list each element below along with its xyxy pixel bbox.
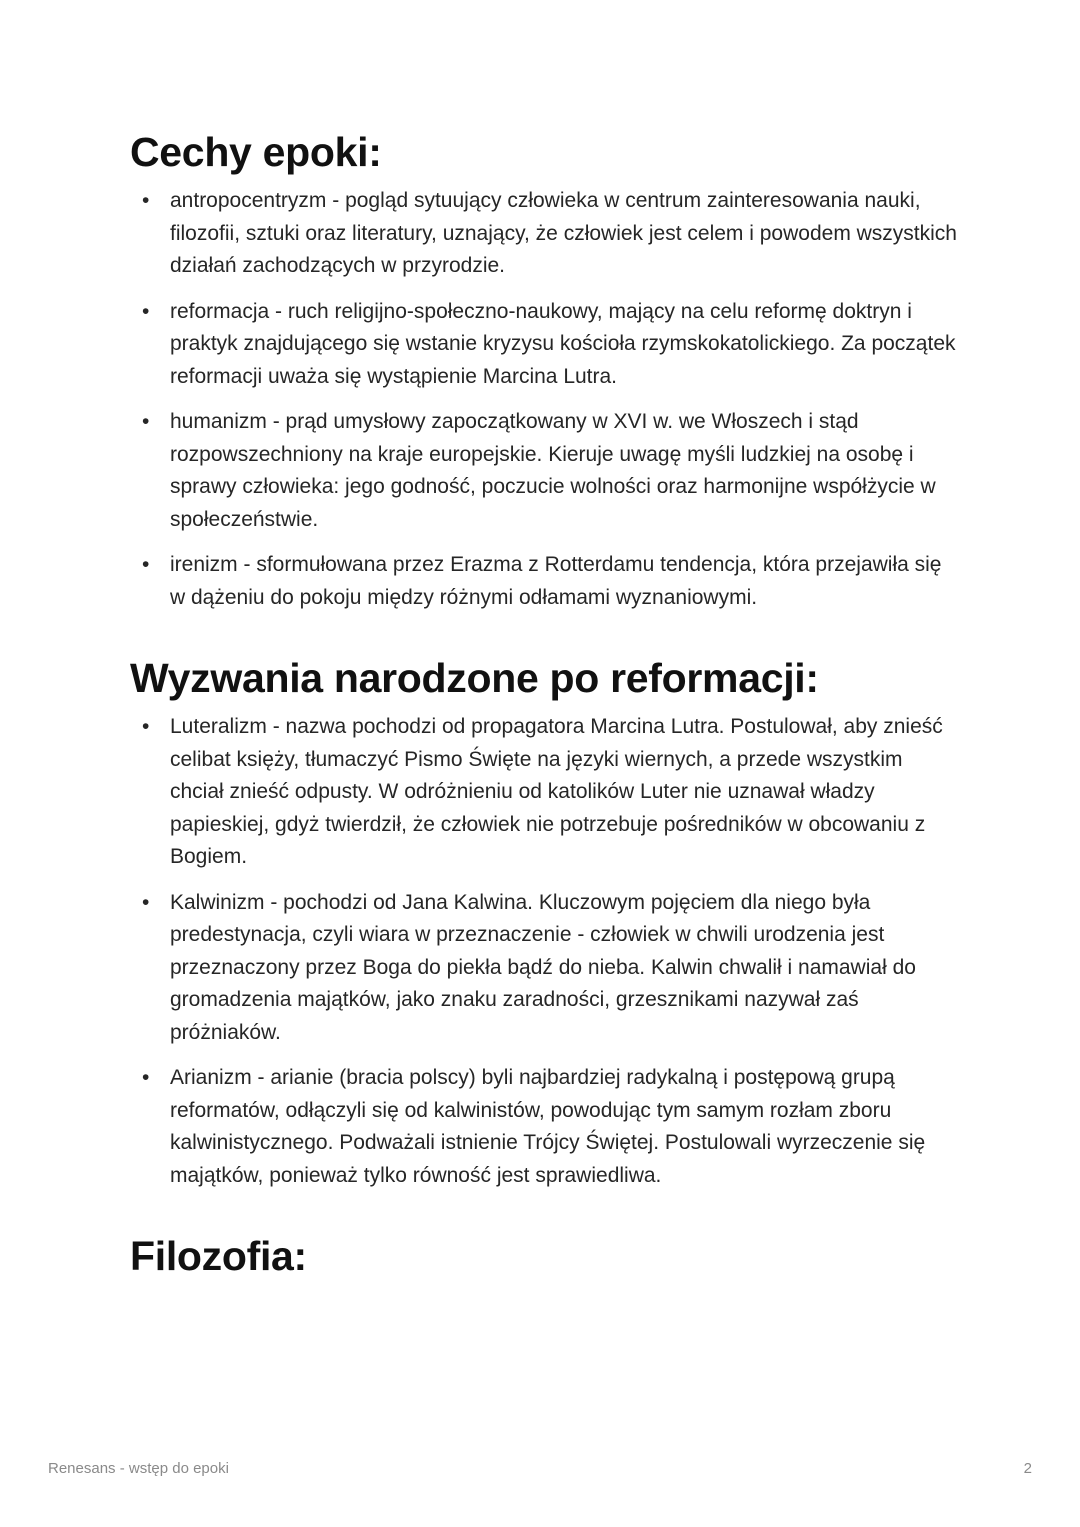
list-item-text: Arianizm - arianie (bracia polscy) byli najbardziej radykalną i postępową grupą reformatów, odłączyli się od kalwinistów, powodując tym samym rozłam zboru kalwinistycznego. Podważali istnienie Trójcy Świętej. Postulowali wyrzeczenie się majątków, ponieważ tylko równość jest sprawiedliwa. <box>170 1066 926 1187</box>
document-page <box>130 128 960 1282</box>
bullet-icon: • <box>142 553 150 577</box>
list-item <box>130 1062 960 1192</box>
section-heading: Wyzwania narodzone po reformacji: <box>130 655 819 702</box>
list-item-text: irenizm - sformułowana przez Erazma z Rotterdamu tendencja, która przejawiła się w dążeniu do pokoju między różnymi odłamami wyznaniowymi. <box>170 553 942 609</box>
bullet-list <box>130 185 960 614</box>
bullet-icon: • <box>142 1066 150 1090</box>
list-item <box>130 185 960 283</box>
bullet-icon: • <box>142 890 150 914</box>
bullet-icon: • <box>142 189 150 213</box>
list-item <box>130 887 960 1050</box>
section-filozofia <box>130 1232 960 1281</box>
list-item-text: reformacja - ruch religijno-społeczno-naukowy, mający na celu reformę doktryn i praktyk znajdującego się wstanie kryzysu kościoła rzymskokatolickiego. Za początek reformacji uważa się wystąpienie Marcina Lutra. <box>170 299 956 388</box>
footer-page-number: 2 <box>1023 1460 1032 1477</box>
section-heading: Filozofia: <box>130 1233 307 1280</box>
list-item <box>130 296 960 394</box>
list-item-text: antropocentryzm - pogląd sytuujący człowieka w centrum zainteresowania nauki, filozofii, sztuki oraz literatury, uznający, że człowiek jest celem i powodem wszystkich działań zachodzących w przyrodzie. <box>170 189 957 278</box>
bullet-icon: • <box>142 410 150 434</box>
list-item <box>130 406 960 536</box>
section-heading: Cechy epoki: <box>130 129 382 175</box>
bullet-list <box>130 711 960 1192</box>
list-item <box>130 711 960 874</box>
list-item <box>130 549 960 614</box>
bullet-icon: • <box>142 715 150 739</box>
section-cechy-epoki <box>130 128 960 614</box>
section-wyzwania <box>130 654 960 1192</box>
list-item-text: humanizm - prąd umysłowy zapoczątkowany w XVI w. we Włoszech i stąd rozpowszechniony na kraje europejskie. Kieruje uwagę myśli ludzkiej na osobę i sprawy człowieka: jego godność, poczucie wolności oraz harmonijne współżycie w społeczeństwie. <box>170 410 936 531</box>
list-item-text: Kalwinizm - pochodzi od Jana Kalwina. Kluczowym pojęciem dla niego była predestynacja, czyli wiara w przeznaczenie - człowiek w chwili urodzenia jest przeznaczony przez Boga do piekła bądź do nieba. Kalwin chwalił i namawiał do gromadzenia majątków, jako znaku zaradności, grzesznikami nazywał zaś próżniaków. <box>170 890 916 1044</box>
list-item-text: Luteralizm - nazwa pochodzi od propagatora Marcina Lutra. Postulował, aby znieść celibat księży, tłumaczyć Pismo Święte na języki wiernych, a przede wszystkim chciał znieść odpusty. W odróżnieniu od katolików Luter nie uznawał władzy papieskiej, gdyż twierdził, że człowiek nie potrzebuje pośredników w obcowaniu z Bogiem. <box>170 715 943 869</box>
footer-document-title: Renesans - wstęp do epoki <box>48 1460 229 1477</box>
bullet-icon: • <box>142 299 150 323</box>
